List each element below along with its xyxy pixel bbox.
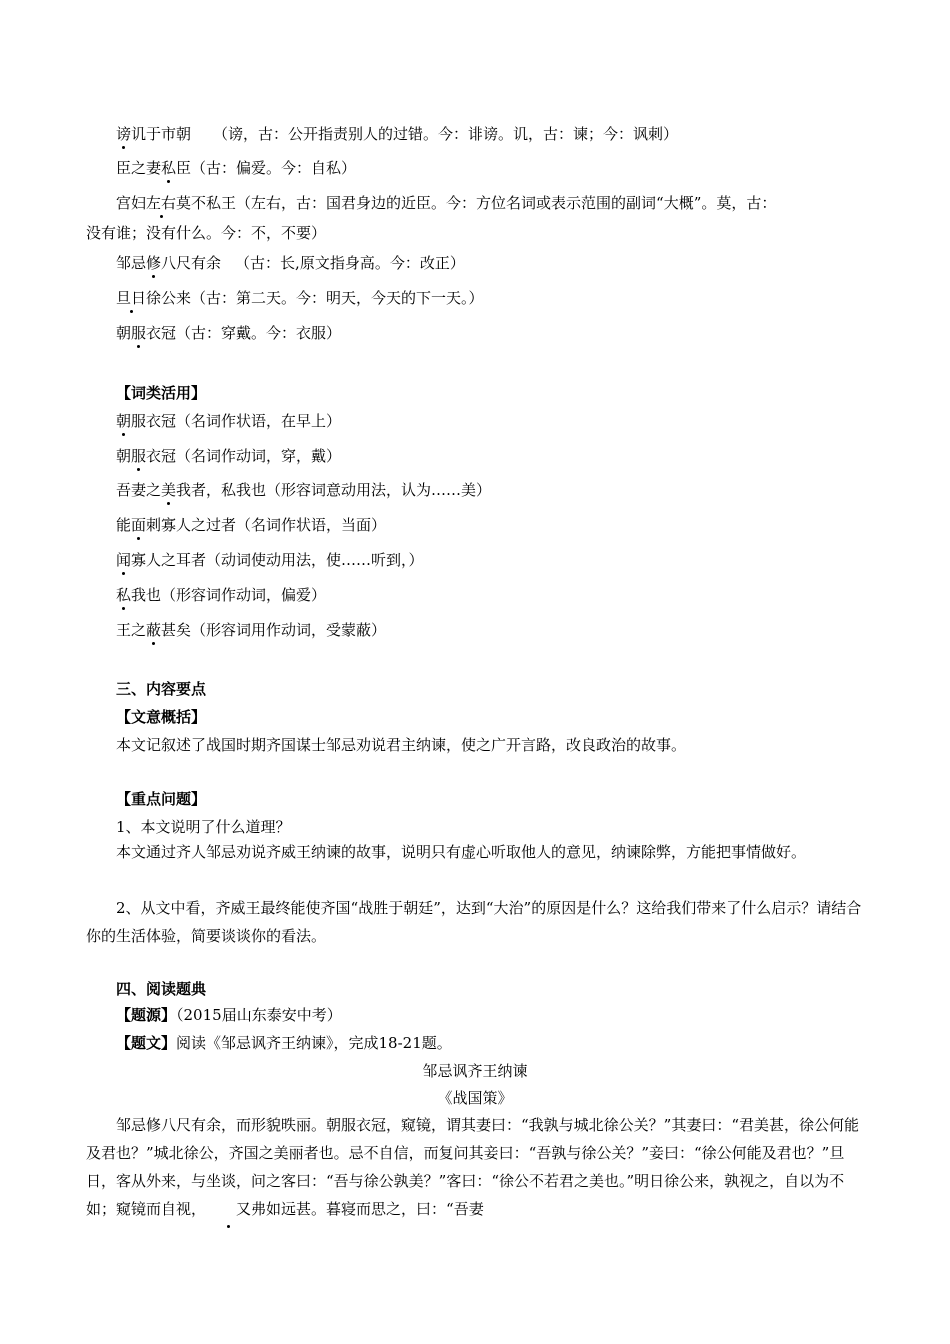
question-1: 1、本文说明了什么道理？	[116, 818, 291, 836]
cilei-line-3: 吾妻之美我者，私我也（形容词意动用法，认为……美）	[116, 481, 492, 499]
dotted-word: 朝	[116, 412, 132, 430]
dotted-word: 又	[206, 1195, 251, 1223]
cilei-heading: 【词类活用】	[116, 384, 207, 402]
vocab-line-1: 谤讥于市朝 （谤，古：公开指责别人的过错。今：诽谤。讥，古：谏；今：讽刺）	[116, 125, 679, 143]
question-2: 2、从文中看，齐威王最终能使齐国“战胜于朝廷”，达到“大治”的原因是什么？这给我们带来了什么启示？请结合你的生活体验，简要谈谈你的看法。	[86, 899, 862, 945]
section-4-title: 四、阅读题典	[116, 980, 207, 998]
dotted-word: 旦日	[116, 289, 147, 307]
dotted-word: 美	[161, 481, 177, 499]
wenyi-heading: 【文意概括】	[116, 708, 207, 726]
dotted-word: 服	[131, 447, 147, 465]
article-title: 邹忌讽齐王纳谏	[422, 1062, 528, 1080]
article-source: 《战国策》	[437, 1089, 513, 1107]
tiwen-line: 【题文】阅读《邹忌讽齐王纳谏》，完成18-21题。	[116, 1034, 452, 1052]
dotted-word: 闻	[116, 551, 132, 569]
cilei-line-1: 朝服衣冠（名词作状语，在早上）	[116, 412, 342, 430]
zhongdian-heading: 【重点问题】	[116, 790, 207, 808]
cilei-line-2: 朝服衣冠（名词作动词，穿，戴）	[116, 447, 342, 465]
vocab-line-2: 臣之妻私臣（古：偏爱。今：自私）	[116, 159, 357, 177]
dotted-word: 私	[161, 159, 177, 177]
vocab-line-3-cont: 没有谁；没有什么。今：不，不要）	[86, 224, 327, 242]
vocab-line-5: 旦日徐公来（古：第二天。今：明天，今天的下一天。）	[116, 289, 484, 307]
article-body: 邹忌修八尺有余，而形貌昳丽。朝服衣冠，窥镜，谓其妻曰：“我孰与城北徐公关？”其妻曰：“君美甚，徐公何能及君也？”城北徐公，齐国之美丽者也。忌不自信，而复问其妾曰：“吾孰与徐公关？”妾曰：“徐公何能及君也？”旦日，客从外来，与坐谈，问之客曰：“吾与徐公孰美？”客曰：“徐公不若君之美也。”明日徐公来，孰视之，自以为不如；窥镜而自视， 又弗如远甚。暮寝而思之，曰：“吾妻	[86, 1111, 866, 1223]
dotted-word: 修	[146, 254, 162, 272]
tiyuan-line: 【题源】（2015届山东泰安中考）	[116, 1006, 342, 1024]
vocab-line-6: 朝服衣冠（古：穿戴。今：衣服）	[116, 324, 342, 342]
dotted-word: 私	[116, 586, 132, 604]
section-3-title: 三、内容要点	[116, 680, 207, 698]
dotted-word: 谤	[116, 125, 132, 143]
dotted-word: 左右	[146, 194, 177, 212]
vocab-line-3: 宫妇左右莫不私王（左右，古：国君身边的近臣。今：方位名词或表示范围的副词“大概”。莫，古：	[116, 194, 777, 212]
dotted-word: 面	[131, 516, 147, 534]
wenyi-text: 本文记叙述了战国时期齐国谋士邹忌劝说君主纳谏，使之广开言路，改良政治的故事。	[116, 736, 687, 754]
vocab-line-4: 邹忌修八尺有余 （古：长,原文指身高。今：改正）	[116, 254, 465, 272]
cilei-line-5: 闻寡人之耳者（动词使动用法，使……听到，）	[116, 551, 424, 569]
answer-1: 本文通过齐人邹忌劝说齐威王纳谏的故事，说明只有虚心听取他人的意见，纳谏除弊，方能把事情做好。	[116, 843, 807, 861]
dotted-word: 蔽	[146, 621, 162, 639]
cilei-line-4: 能面刺寡人之过者（名词作状语，当面）	[116, 516, 387, 534]
cilei-line-6: 私我也（形容词作动词，偏爱）	[116, 586, 327, 604]
cilei-line-7: 王之蔽甚矣（形容词用作动词，受蒙蔽）	[116, 621, 387, 639]
dotted-word: 服	[131, 324, 147, 342]
